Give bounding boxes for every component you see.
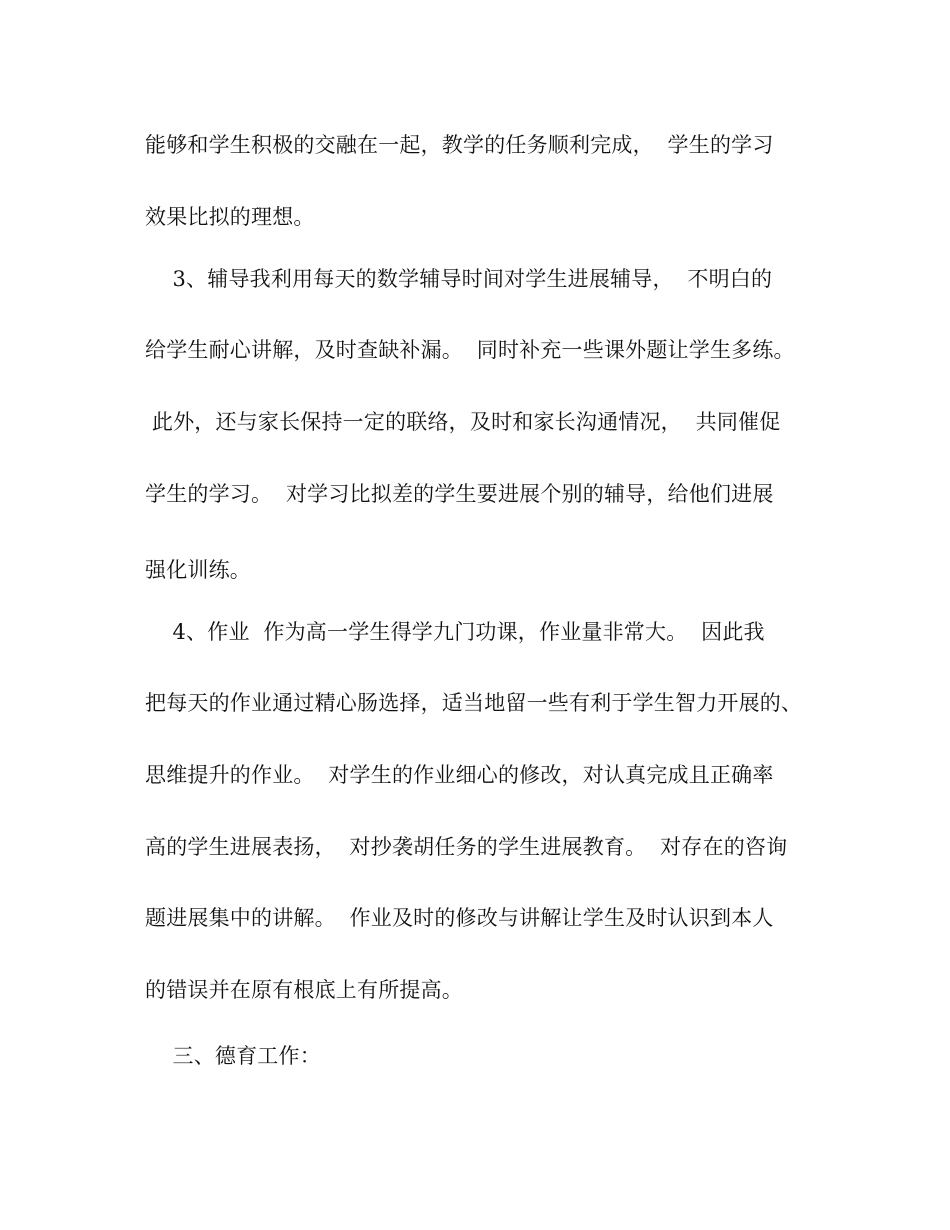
text-line-9: 把每天的作业通过精心肠选择，适当地留一些有利于学生智力开展的、 — [145, 691, 803, 715]
text-line-10: 思维提升的作业。 对学生的作业细心的修改，对认真完成且正确率 — [145, 763, 774, 787]
text-line-11: 高的学生进展表扬， 对抄袭胡任务的学生进展教育。 对存在的咨询 — [145, 835, 788, 859]
text-line-12: 题进展集中的讲解。 作业及时的修改与讲解让学生及时认识到本人 — [145, 906, 774, 930]
text-line-13: 的错误并在原有根底上有所提高。 — [145, 978, 463, 1002]
text-line-7: 强化训练。 — [145, 558, 251, 582]
text-line-3: 3、辅导我利用每天的数学辅导时间对学生进展辅导， 不明白的 — [145, 267, 773, 291]
text-line-6: 学生的学习。 对学习比拟差的学生要进展个别的辅导，给他们进展 — [145, 482, 774, 506]
text-line-5: 此外，还与家长保持一定的联络，及时和家长沟通情况， 共同催促 — [145, 410, 781, 434]
text-line-2: 效果比拟的理想。 — [145, 205, 315, 229]
text-line-4: 给学生耐心讲解，及时查缺补漏。 同时补充一些课外题让学生多练。 — [145, 338, 795, 362]
text-line-8: 4、作业 作为高一学生得学九门功课，作业量非常大。 因此我 — [145, 620, 765, 644]
section-heading: 三、德育工作： — [145, 1044, 321, 1068]
text-line-1: 能够和学生积极的交融在一起，教学的任务顺利完成， 学生的学习 — [145, 133, 774, 157]
